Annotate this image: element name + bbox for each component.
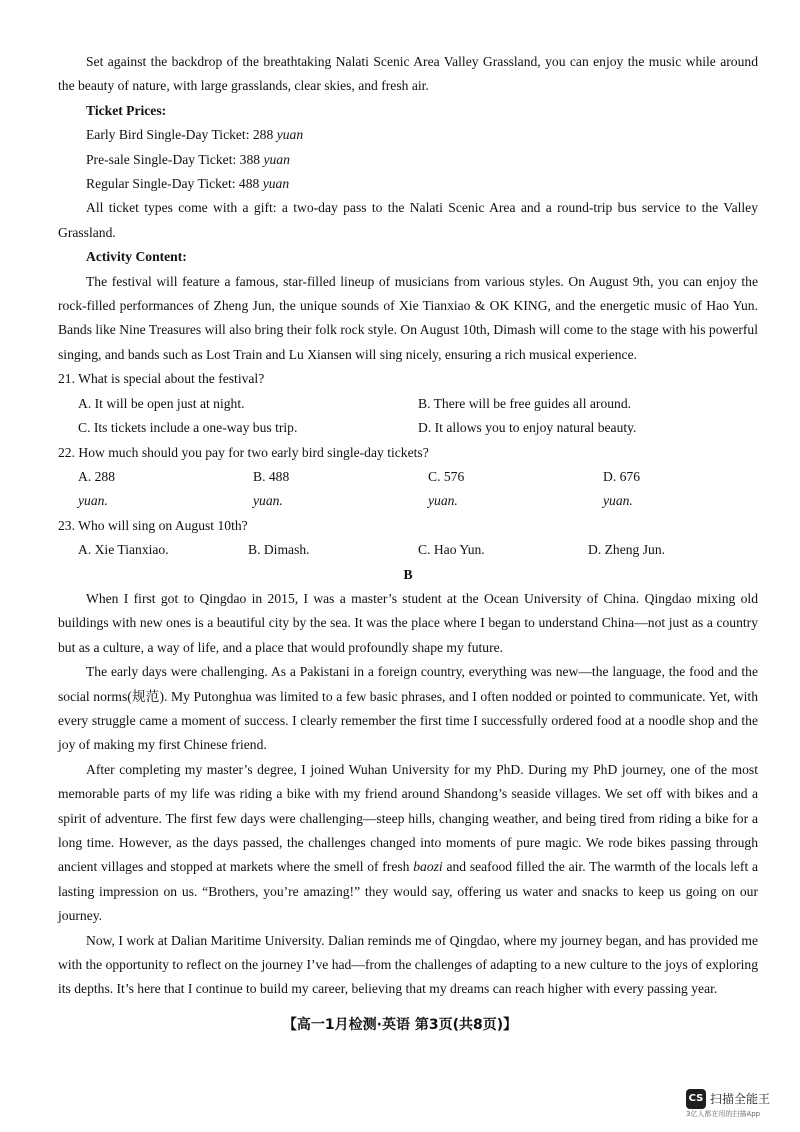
option-22-b: B. 488 yuan. [253, 468, 290, 509]
passage-b-paragraph-2: The early days were challenging. As a Pakistani in a foreign country, everything was new—the language, the food and the social norms(规范). My Putonghua was limited to a few basic phrases, and I often nodded or pointed to communicate. Yet, with every struggle came a moment of success. I clearly remember the first time I successfully ordered food at a noodle shop and the joy of making my first Chinese friend. [58, 664, 758, 753]
ticket-gift: All ticket types come with a gift: a two-day pass to the Nalati Scenic Area and a round-trip bus service to the Valley Grassland. [58, 200, 758, 240]
option-22-c: C. 576 yuan. [428, 468, 465, 509]
question-21: 21. What is special about the festival? [58, 371, 265, 387]
ticket-prices-heading: Ticket Prices: [86, 102, 167, 118]
question-21-options [58, 392, 758, 416]
exam-page [58, 50, 758, 1002]
activity-content: The festival will feature a famous, star-filled lineup of musicians from various styles. On August 9th, you can enjoy the rock-filled performances of Zheng Jun, the unique sounds of Xie Tianxiao & OK KING, and the energetic music of Hao Yun. Bands like Nine Treasures will also bring their folk rock style. On August 10th, Dimash will come to the stage with his powerful singing, and bands such as Lost Train and Lu Xiansen will sing nicely, ensuring a rich musical experience. [58, 273, 758, 362]
option-21-c: C. Its tickets include a one-way bus trip. [78, 420, 298, 436]
question-22-options [58, 465, 758, 514]
ticket-early-bird: Early Bird Single-Day Ticket: 288 yuan [86, 127, 304, 143]
option-21-d: D. It allows you to enjoy natural beauty. [418, 420, 637, 436]
section-b-heading: B [403, 566, 413, 582]
option-23-a: A. Xie Tianxiao. [78, 542, 169, 558]
scanner-watermark [686, 1089, 796, 1119]
question-23-options [58, 538, 758, 562]
ticket-regular: Regular Single-Day Ticket: 488 yuan [86, 176, 290, 192]
question-21-options-row2 [58, 416, 758, 440]
activity-heading: Activity Content: [86, 249, 187, 265]
passage-b-paragraph-3: After completing my master’s degree, I joined Wuhan University for my PhD. During my PhD journey, one of the most memorable parts of my life was riding a bike with my friend around Shandong’s seaside villages. We set off with bikes and a spirit of adventure. The first few days were challenging—steep hills, changing weather, and being tired from riding a bike for a long time. However, as the days passed, the challenges changed into moments of pure magic. We rode bikes passing through ancient villages and stopped at markets where the smell of fresh baozi and seafood filled the air. The warmth of the locals left a lasting impression on us. “Brothers, you’re amazing!” they would say, offering us water and snacks to keep us going on our journey. [58, 761, 758, 924]
passage-b-paragraph-4: Now, I work at Dalian Maritime University. Dalian reminds me of Qingdao, where my journey began, and has provided me with the opportunity to reflect on the journey I’ve had—from the challenges of adapting to a new culture to the joys of exploring its depths. It’s here that I continue to build my career, believing that my dreams can reach higher with every passing year. [58, 932, 758, 997]
option-23-b: B. Dimash. [248, 542, 310, 558]
camscanner-logo-icon: CS [686, 1089, 706, 1109]
question-23: 23. Who will sing on August 10th? [58, 517, 248, 533]
option-22-a: A. 288 yuan. [78, 468, 116, 509]
option-23-d: D. Zheng Jun. [588, 542, 666, 558]
question-22: 22. How much should you pay for two early bird single-day tickets? [58, 444, 429, 460]
passage-b-paragraph-1: When I first got to Qingdao in 2015, I was a master’s student at the Ocean University of China. Qingdao mixing old buildings with new ones is a beautiful city by the sea. It was the place where I began to understand China—not just as a country but as a culture, a way of life, and a place that would profoundly shape my future. [58, 590, 758, 655]
watermark-app-name: 扫描全能王 [710, 1092, 771, 1106]
page-footer: 【高一1月检测·英语 第3页(共8页)】 [282, 1017, 518, 1033]
option-21-b: B. There will be free guides all around. [418, 395, 632, 411]
option-22-d: D. 676 yuan. [603, 468, 641, 509]
watermark-tagline: 3亿人都在用的扫描App [686, 1110, 761, 1118]
ticket-pre-sale: Pre-sale Single-Day Ticket: 388 yuan [86, 151, 290, 167]
option-23-c: C. Hao Yun. [418, 542, 485, 558]
passage-a-intro: Set against the backdrop of the breathtaking Nalati Scenic Area Valley Grassland, you can enjoy the music while around the beauty of nature, with large grasslands, clear skies, and fresh air. [58, 54, 758, 94]
option-21-a: A. It will be open just at night. [78, 395, 245, 411]
